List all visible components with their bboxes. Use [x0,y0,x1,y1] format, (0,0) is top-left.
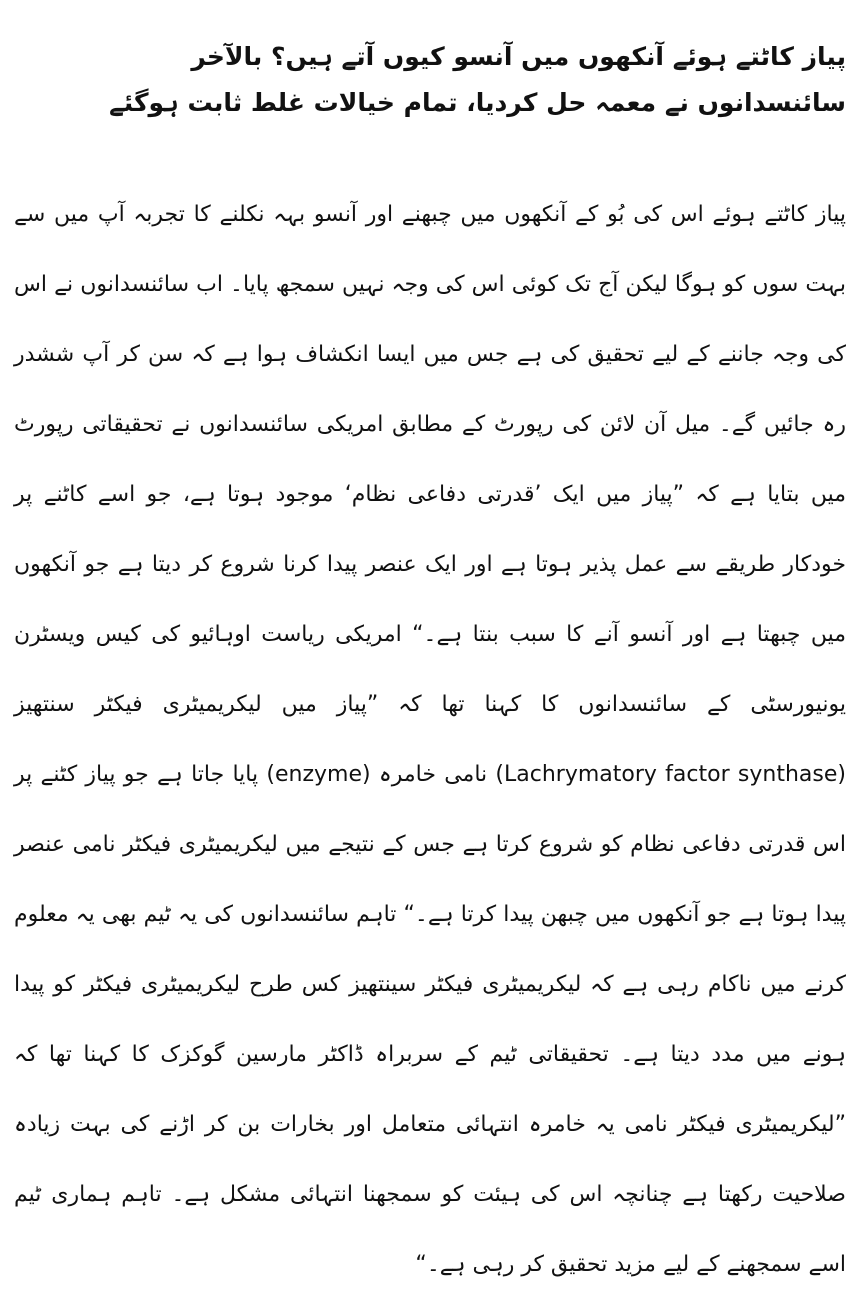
article-title: پیاز کاٹتے ہوئے آنکھوں میں آنسو کیوں آتے ہیں؟ بالآخر سائنسدانوں نے معمہ حل کردیا، تمام خیالات غلط ثابت ہوگئے [109,42,846,117]
article-body [14,180,846,1300]
article-paragraph: پیاز کاٹتے ہوئے اس کی بُو کے آنکھوں میں چبھنے اور آنسو بہہ نکلنے کا تجربہ آپ میں سے بہت سوں کو ہوگا لیکن آج تک کوئی اس کی وجہ نہیں سمجھ پایا۔ اب سائنسدانوں نے اس کی وجہ جاننے کے لیے تحقیق کی ہے جس میں ایسا انکشاف ہوا ہے کہ سن کر آپ ششدر رہ جائیں گے۔ میل آن لائن کی رپورٹ کے مطابق امریکی سائنسدانوں نے تحقیقاتی رپورٹ میں بتایا ہے کہ ”پیاز میں ایک ’قدرتی دفاعی نظام‘ موجود ہوتا ہے، جو اسے کاٹنے پر خودکار طریقے سے عمل پذیر ہوتا ہے اور ایک عنصر پیدا کرنا شروع کر دیتا ہے جو آنکھوں میں چبھتا ہے اور آنسو آنے کا سبب بنتا ہے۔“ امریکی ریاست اوہائیو کی کیس ویسٹرن یونیورسٹی کے سائنسدانوں کا کہنا تھا کہ ”پیاز میں لیکریمیٹری فیکٹر سنتھیز (Lachrymatory factor synthase) نامی خامرہ (enzyme) پایا جاتا ہے جو پیاز کٹنے پر اس قدرتی دفاعی نظام کو شروع کرتا ہے جس کے نتیجے میں لیکریمیٹری فیکٹر نامی عنصر پیدا ہوتا ہے جو آنکھوں میں چبھن پیدا کرتا ہے۔“ تاہم سائنسدانوں کی یہ ٹیم بھی یہ معلوم کرنے میں ناکام رہی ہے کہ لیکریمیٹری فیکٹر سینتھیز کس طرح لیکریمیٹری فیکٹر کو پیدا ہونے میں مدد دیتا ہے۔ تحقیقاتی ٹیم کے سربراہ ڈاکٹر مارسین گوکزک کا کہنا تھا کہ ”لیکریمیٹری فیکٹر نامی یہ خامرہ انتہائی متعامل اور بخارات بن کر اڑنے کی بہت زیادہ صلاحیت رکھتا ہے چنانچہ اس کی ہیئت کو سمجھنا انتہائی مشکل ہے۔ تاہم ہماری ٹیم اسے سمجھنے کے لیے مزید تحقیق کر رہی ہے۔“ [14,202,846,1277]
